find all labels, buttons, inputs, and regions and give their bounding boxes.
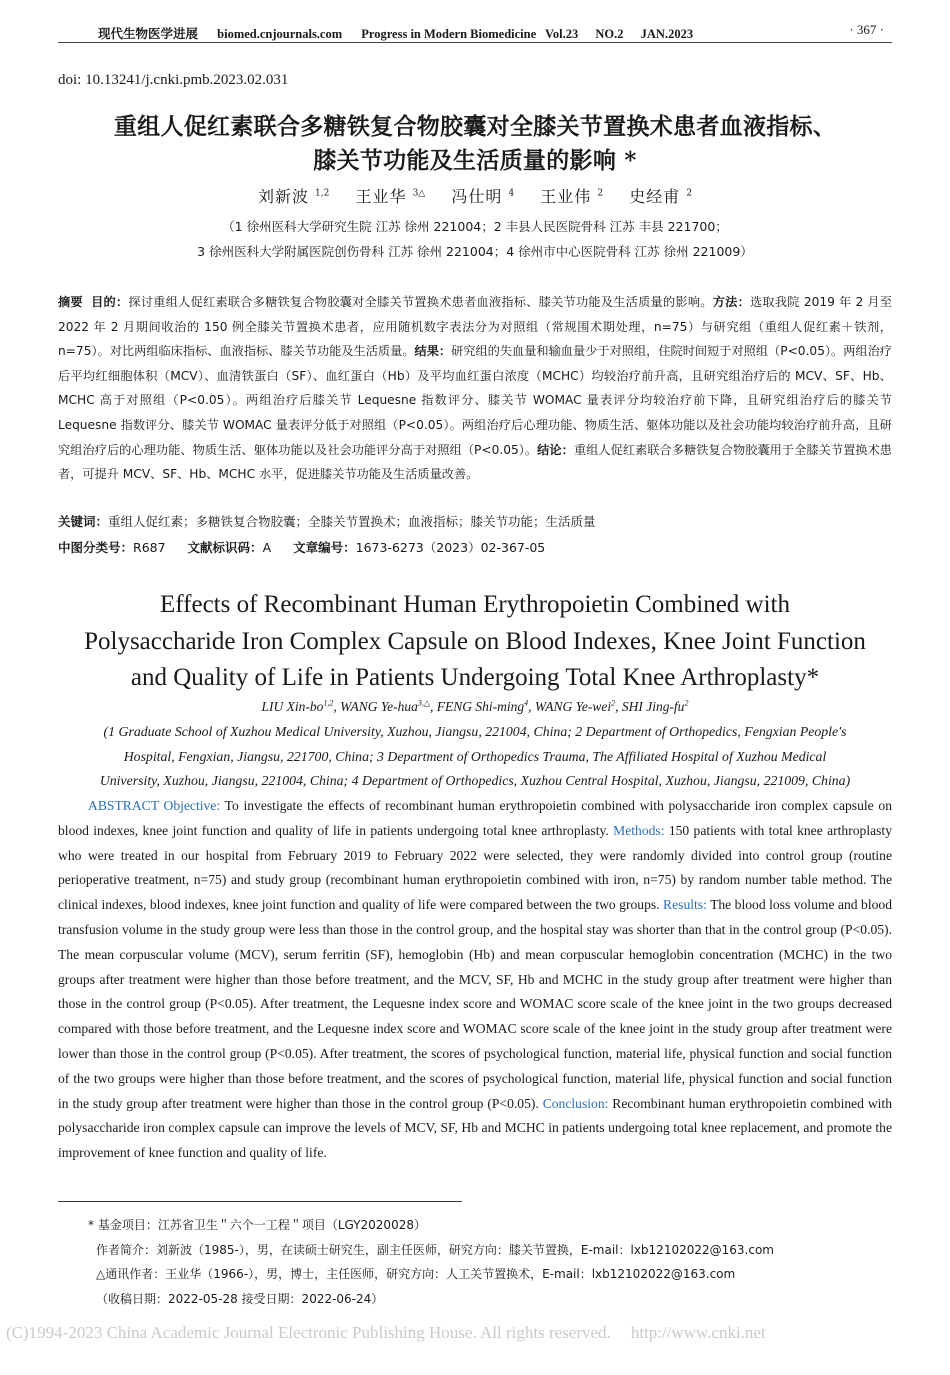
footnote-divider: [58, 1201, 462, 1202]
abstract-label: 摘要: [58, 295, 83, 309]
affiliation-line: University, Xuzhou, Jiangsu, 221004, China; 4 Department of Orthopedics, Xuzhou Central Hospital, Xuzhou, Jiangsu, 221009, China): [99, 773, 851, 789]
dates-note: （收稿日期：2022-05-28 接受日期：2022-06-24）: [96, 1291, 384, 1306]
objective-text: To investigate the effects of recombinant human erythropoietin combined with polysaccharide iron complex capsule on blood indexes, knee joint function and quality of life in patients undergoing total knee arthroplasty.: [58, 798, 892, 838]
chinese-title: [58, 110, 892, 178]
chinese-title-line: 膝关节功能及生活质量的影响 *: [313, 147, 637, 174]
chinese-authors: [58, 184, 892, 207]
journal-date: JAN.2023: [640, 27, 694, 41]
chinese-title-line: 重组人促红素联合多糖铁复合物胶囊对全膝关节置换术患者血液指标、: [113, 113, 837, 140]
conclusion-text: 重组人促红素联合多糖铁复合物胶囊用于全膝关节置换术患者，可提升 MCV、SF、Hb、MCHC 水平，促进膝关节功能及生活质量改善。: [58, 442, 892, 482]
running-header: [58, 22, 892, 43]
copyright-text: (C)1994-2023 China Academic Journal Electronic Publishing House. All rights reserved.: [6, 1323, 611, 1342]
author: LIU Xin-bo$^{1,2}$,: [261, 698, 341, 714]
journal-volume: Vol.23: [545, 27, 579, 41]
results-label: Results:: [663, 897, 707, 913]
doi: doi: 10.13241/j.cnki.pmb.2023.02.031: [58, 72, 289, 88]
journal-name-en: Progress in Modern Biomedicine: [361, 27, 537, 41]
author: 史经甫 $^2$: [629, 187, 693, 206]
affiliation-line: (1 Graduate School of Xuzhou Medical University, Xuzhou, Jiangsu, 221004, China; 2 Department of Orthopedics, Fengxian People's: [103, 724, 847, 739]
author: 刘新波 $^{1,2}$: [257, 187, 330, 206]
author: WANG Ye-hua$^{3,\triangle}$,: [340, 698, 437, 714]
methods-label: 方法：: [712, 295, 750, 309]
methods-text: 150 patients with total knee arthroplasty who were treated in our hospital from February 2019 to February 2022 were selected, they were randomly divided into control group (routine perioperative treatment, n=75) and study group (recombinant human erythropoietin combined with iron, n=75) by random number table method. The clinical indexes, blood indexes, knee joint function and quality of life were compared between the two groups.: [58, 822, 892, 913]
classification-line: [58, 538, 892, 556]
doc-code-value: A: [262, 540, 272, 555]
page-number: · 367 ·: [849, 22, 884, 37]
article-no-label: 文章编号：: [293, 540, 356, 555]
author: FENG Shi-ming$^4$,: [436, 698, 535, 714]
article-no-value: 1673-6273（2023）02-367-05: [355, 540, 546, 555]
english-title-line: Effects of Recombinant Human Erythropoietin Combined with: [160, 591, 790, 618]
journal-site: biomed.cnjournals.com: [217, 27, 343, 41]
cnki-url: http://www.cnki.net: [630, 1323, 766, 1342]
clc-label: 中图分类号：: [58, 540, 134, 555]
english-title-line: and Quality of Life in Patients Undergoing Total Knee Arthroplasty*: [130, 664, 820, 691]
results-label: 结果：: [414, 344, 452, 359]
cnki-watermark: [6, 1323, 906, 1343]
english-title-line: Polysaccharide Iron Complex Capsule on Blood Indexes, Knee Joint Function: [84, 627, 866, 655]
journal-number: NO.2: [595, 27, 624, 41]
author-note: 作者简介：刘新波（1985-），男，在读硕士研究生，副主任医师，研究方向：膝关节置换，E-mail：lxb12102022@163.com: [96, 1242, 774, 1257]
author: WANG Ye-wei$^2$,: [534, 698, 622, 714]
objective-text: 探讨重组人促红素联合多糖铁复合物胶囊对全膝关节置换术患者血液指标、膝关节功能及生活质量的影响。: [128, 295, 713, 309]
affiliation-line: （1 徐州医科大学研究生院 江苏 徐州 221004；2 丰县人民医院骨科 江苏 丰县 221700；: [222, 219, 728, 234]
clc-value: R687: [133, 540, 166, 555]
english-title: [58, 587, 892, 697]
methods-label: Methods:: [613, 822, 665, 838]
objective-label: 目的：: [91, 295, 129, 309]
english-abstract: [58, 794, 892, 1166]
corresponding-note: △通讯作者：王业华（1966-），男，博士，主任医师，研究方向：人工关节置换术，E-mail：lxb12102022@163.com: [96, 1267, 736, 1281]
keywords-label: 关键词：: [58, 514, 109, 529]
affiliation-line: Hospital, Fengxian, Jiangsu, 221700, China; 3 Department of Orthopedics Trauma, The Affiliated Hospital of Xuzhou Medical: [123, 748, 827, 764]
abstract-label: ABSTRACT: [88, 798, 159, 813]
results-text: The blood loss volume and blood transfusion volume in the study group were less than those in the control group, and the hospital stay was shorter than that in the control group (P<0.05). The mean corpuscular volume (MCV), serum ferritin (SF), hemoglobin (Hb) and mean corpuscular hemoglobin concentration (MCHC) in the two groups after treatment were higher than those before treatment, and the MCV, SF, Hb and MCHC in the study group after treatment were higher than those in the control group (P<0.05). After treatment, the Lequesne index score and WOMAC score scale of the knee joint in the two groups decreased compared with those before treatment, and the Lequesne index score and WOMAC score scale of the knee joint in the study group after treatment were lower than those in the control group (P<0.05). After treatment, the scores of psychological function, material life, physical function and social function of the two groups were higher than those before treatment, and the scores of psychological function, material life, physical function and social function in the study group after treatment were higher than those in the control group (P<0.05).: [58, 897, 892, 1111]
english-authors: [58, 698, 892, 715]
chinese-affiliations: [58, 214, 892, 264]
affiliation-line: 3 徐州医科大学附属医院创伤骨科 江苏 徐州 221004；4 徐州市中心医院骨科 江苏 徐州 221009）: [197, 244, 753, 259]
methods-text: 选取我院 2019 年 2 月至 2022 年 2 月期间收治的 150 例全膝关节置换术患者，应用随机数字表法分为对照组（常规围术期处理，n=75）与研究组（重组人促红素＋铁剂，n=75）。对比两组临床指标、血液指标、膝关节功能及生活质量。: [58, 295, 893, 359]
chinese-keywords: [58, 512, 892, 530]
doc-code-label: 文献标识码：: [187, 540, 263, 555]
conclusion-label: Conclusion:: [542, 1095, 609, 1111]
journal-name-cn: 现代生物医学进展: [98, 27, 199, 41]
author: SHI Jing-$fu^2$: [621, 698, 689, 714]
keywords-text: 重组人促红素；多糖铁复合物胶囊；全膝关节置换术；血液指标；膝关节功能；生活质量: [108, 514, 596, 529]
author: 冯仕明 $^4$: [451, 187, 515, 206]
results-text: 研究组的失血量和输血量少于对照组，住院时间短于对照组（P<0.05）。两组治疗后平均红细胞体积（MCV）、血清铁蛋白（SF）、血红蛋白（Hb）及平均血红蛋白浓度（MCHC）均较治疗前升高，且研究组治疗后的 MCV、SF、Hb、MCHC 高于对照组（P<0.05）。两组治疗后膝关节 Lequesne 指数评分、膝关节 WOMAC 量表评分均较治疗前下降，且研究组治疗后的膝关节 Lequesne 指数评分、膝关节 WOMAC 量表评分低于对照组（P<0.05）。两组治疗后心理功能、物质生活、躯体功能以及社会功能均较治疗前升高，且研究组治疗后的心理功能、物质生活、躯体功能以及社会功能评分高于对照组（P<0.05）。: [58, 344, 892, 457]
author: 王业华 $^{3\triangle}$: [355, 187, 426, 206]
fund-note: * 基金项目：江苏省卫生＂六个一工程＂项目（LGY2020028）: [88, 1218, 426, 1232]
footnotes: [88, 1213, 888, 1311]
conclusion-label: 结论：: [537, 442, 574, 457]
english-affiliations: [58, 720, 892, 794]
author: 王业伟 $^2$: [540, 187, 604, 206]
chinese-abstract: [58, 290, 892, 487]
objective-label: Objective:: [163, 798, 221, 813]
conclusion-text: Recombinant human erythropoietin combined with polysaccharide iron complex capsule can improve the levels of MCV, SF, Hb and MCHC in patients undergoing total knee replacement, and promote the improvement of knee function and quality of life.: [58, 1095, 893, 1161]
